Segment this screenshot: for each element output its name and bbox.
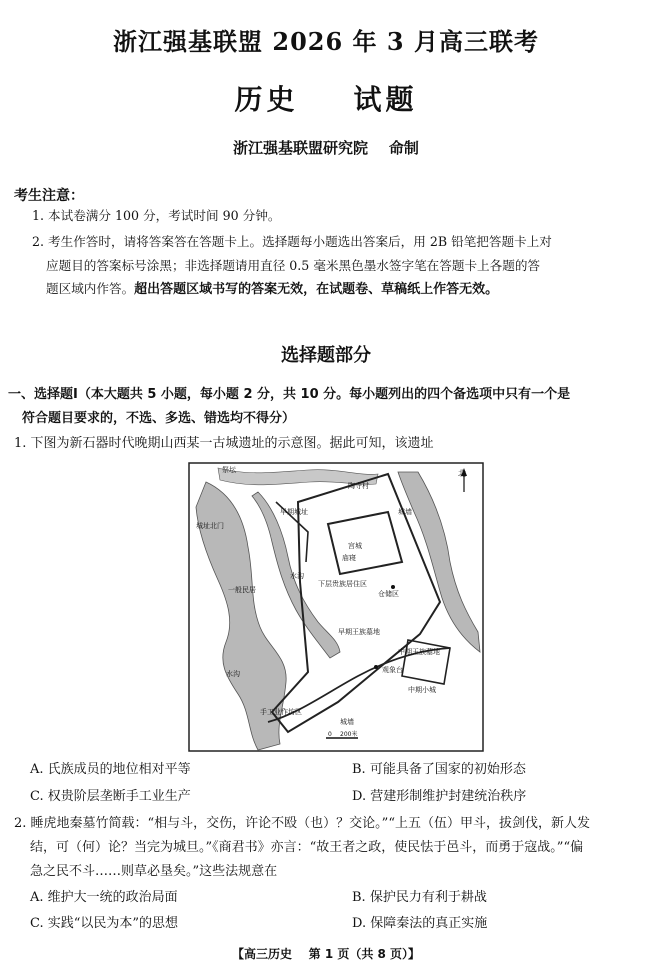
notice-item-2-line-1: 2. 考生作答时，请将答案答在答题卡上。选择题每小题选出答案后，用 2B 铅笔把答题卡上对 <box>32 234 552 249</box>
notice-item-1: 1. 本试卷满分 100 分，考试时间 90 分钟。 <box>32 208 281 223</box>
label-early-city: 早期城址 <box>280 508 308 516</box>
label-north-gate: 城址北门 <box>196 522 224 530</box>
label-observatory: 观象台 <box>382 666 403 674</box>
q2-option-d[interactable]: D. 保障秦法的真正实施 <box>352 916 488 931</box>
q2-option-b[interactable]: B. 保护民力有利于耕战 <box>352 890 487 905</box>
q2-option-a[interactable]: A. 维护大一统的政治局面 <box>30 890 178 905</box>
label-workshop: 手工业作坊区 <box>260 708 302 716</box>
label-storage: 仓储区 <box>378 590 399 598</box>
q1-option-b[interactable]: B. 可能具备了国家的初始形态 <box>352 762 526 777</box>
label-mid-royal-cemetery: 中期王族墓地 <box>398 648 440 656</box>
q2-option-c[interactable]: C. 实践“以民为本”的思想 <box>30 916 179 931</box>
notice-heading: 考生注意： <box>14 188 84 204</box>
q1-option-c[interactable]: C. 权贵阶层垄断手工业生产 <box>30 789 191 804</box>
svg-text:0: 0 <box>328 731 332 738</box>
label-palace: 宫城 <box>348 542 362 550</box>
label-ditch-1: 水沟 <box>290 572 304 580</box>
question-2-stem-line-1: 2. 睡虎地秦墓竹简载：“相与斗，交伤，许论不殴（也）？交论。”“上五（伍）甲斗，拔剑伐，新人发 <box>14 816 590 831</box>
label-early-royal-cemetery: 早期王族墓地 <box>338 628 380 636</box>
subject-title: 历史 试题 <box>234 83 418 116</box>
label-ditch-2: 水沟 <box>226 670 240 678</box>
label-altar: 祭坛 <box>222 466 236 474</box>
question-2-stem-line-3: 急之民不斗……则草必垦矣。”这些法规意在 <box>30 864 278 879</box>
part-1-line-1: 一、选择题Ⅰ（本大题共 5 小题，每小题 2 分，共 10 分。每小题列出的四个备选项中只有一个是 <box>8 387 571 402</box>
storage-marker <box>391 585 395 589</box>
q1-option-a[interactable]: A. 氏族成员的地位相对平等 <box>30 762 191 777</box>
label-temple: 庙寝 <box>342 554 356 562</box>
exam-title: 浙江强基联盟 2026 年 3 月高三联考 <box>113 27 539 56</box>
label-middle-town: 中期小城 <box>408 686 436 694</box>
section-title: 选择题部分 <box>281 345 371 366</box>
label-lower-nobles: 下层贵族居住区 <box>318 580 367 588</box>
notice-item-2-line-3 <box>46 278 646 301</box>
site-map <box>188 462 484 752</box>
label-wall: 城墙 <box>398 508 412 516</box>
notice-item-2-line-2: 应题目的答案标号涂黑；非选择题请用直径 0.5 毫米黑色墨水签字笔在答题卡上各题的答 <box>46 258 541 273</box>
q1-option-d[interactable]: D. 营建形制维护封建统治秩序 <box>352 789 527 804</box>
notice-warning: 超出答题区域书写的答案无效，在试题卷、草稿纸上作答无效。 <box>134 282 499 297</box>
label-taosi-village: 陶寺村 <box>348 482 369 490</box>
part-1-instructions <box>8 383 640 431</box>
question-1-stem: 1. 下图为新石器时代晚期山西某一古城遗址的示意图。据此可知，该遗址 <box>14 436 434 451</box>
scale-label: 200米 <box>340 731 358 738</box>
exam-maker: 浙江强基联盟研究院 命制 <box>233 139 419 157</box>
observatory-marker <box>374 665 378 669</box>
label-common-dwellings: 一般民居 <box>228 586 256 594</box>
page-footer: 【高三历史 第 1 页（共 8 页）】 <box>231 947 421 961</box>
label-wall-2: 城墙 <box>340 718 354 726</box>
notice-answer-area: 题区域内作答。 <box>46 281 135 296</box>
part-1-line-2: 符合题目要求的，不选、多选、错选均不得分） <box>22 411 296 426</box>
question-2-stem-line-2: 结，可（何）论？当完为城旦。”《商君书》亦言：“故王者之政，使民怯于邑斗，而勇于寇战。”“偏 <box>30 840 584 855</box>
north-label: 北 <box>458 469 466 478</box>
